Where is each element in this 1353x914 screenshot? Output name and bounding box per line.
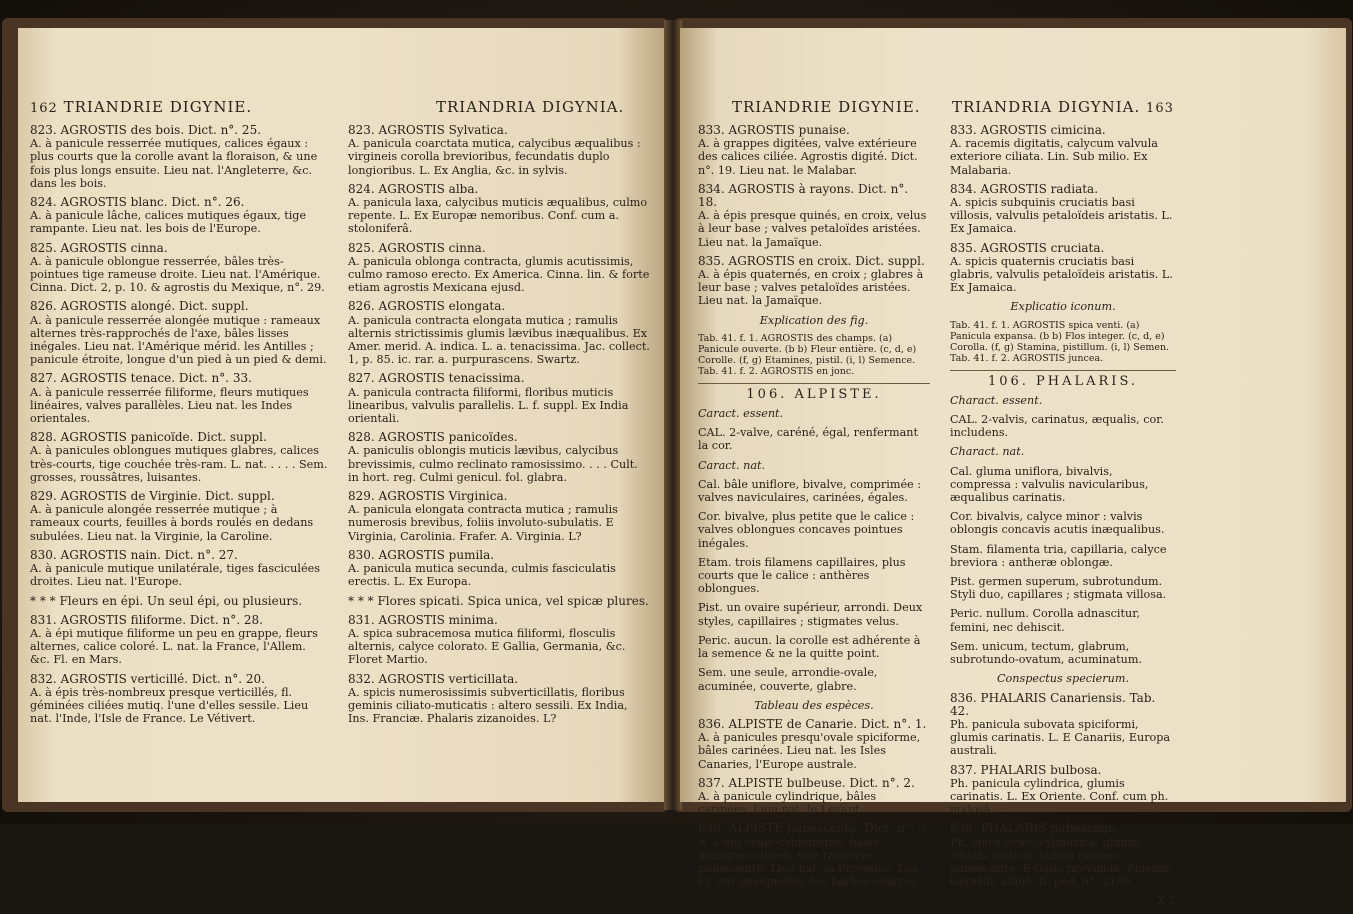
entry-title: * * * Fleurs en épi. Un seul épi, ou plusieurs. xyxy=(30,593,303,608)
charact-line: Pist. un ovaire supérieur, arrondi. Deux styles, capillaires ; stigmates velus. xyxy=(698,601,923,628)
explication-body: Tab. 41. f. 1. AGROSTIS des champs. (a) Panicule ouverte. (b b) Fleur entière. (c, d, e) Corolle. (f, g) Etamines, pistil. (i, l) Semence. Tab. 41. f. 2. AGROSTIS en jonc. xyxy=(698,332,917,377)
entry-body: Ph. panicula cylindrica, glumis carinatis. L. Ex Oriente. Conf. cum ph. nodosâ. xyxy=(950,776,1169,817)
charact-line: Pist. germen superum, subrotundum. Styli duo, capillares ; stigmata villosa. xyxy=(950,575,1167,602)
entry-title: * * * Flores spicati. Spica unica, vel spicæ plures. xyxy=(348,593,649,608)
divider-latin xyxy=(950,370,1176,371)
entry-title: 832. AGROSTIS verticillata. xyxy=(348,671,519,686)
charact-line: Stam. filamenta tria, capillaria, calyce breviora : antheræ oblongæ. xyxy=(950,542,1167,569)
entry-body: A. spicis numerosissimis subverticillatis, floribus geminis ciliato-muticatis : altero sessili. Ex India, Ins. Franciæ. Phalaris zizanoides. L? xyxy=(348,685,628,726)
entry-body: A. spica subracemosa mutica filiformi, flosculis alternis, calyce colorato. E Gallia, Germania, &c. Floret Martio. xyxy=(348,626,626,667)
entry-title: 836. ALPISTE de Canarie. Dict. n°. 1. xyxy=(698,716,927,731)
entry xyxy=(348,673,652,726)
entry xyxy=(348,490,652,543)
explication-title: Explication des fig. xyxy=(759,313,869,327)
entry xyxy=(698,822,930,888)
entry-title: 825. AGROSTIS cinna. xyxy=(30,240,168,255)
entry-body: A. panicula contracta filiformi, floribus muticis linearibus, valvulis parallelis. L. f. suppl. Ex India orientali. xyxy=(348,385,629,426)
entry-body: A. à panicules oblongues mutiques glabres, calices très-courts, tige couchée très-ram. L. nat. . . . . Sem. grosses, roussâtres, luisantes. xyxy=(30,444,328,484)
page-header-right xyxy=(952,98,1174,116)
entry-body: A. à épis quaternés, en croix ; glabres à leur base ; valves petaloïdes aristées. Lieu nat. la Jamaïque. xyxy=(698,268,924,308)
entry xyxy=(950,242,1176,295)
entry-body: A. à panicule alongée resserrée mutique ; à rameaux courts, feuilles à bords roulés en dedans subulées. Lieu nat. la Virginie, la Caroline. xyxy=(30,503,314,543)
entry-title: 835. AGROSTIS en croix. Dict. suppl. xyxy=(698,253,925,268)
entry-body: A. paniculis oblongis muticis lævibus, calycibus brevissimis, culmo reclinato ramosissimo. . . . Cult. in hort. reg. Culmi genicul. fol. glabra. xyxy=(348,444,638,484)
entry-title: 833. AGROSTIS cimicina. xyxy=(950,123,1106,137)
charact-line: Peric. nullum. Corolla adnascitur, femini, nec dehiscit. xyxy=(950,607,1140,634)
charact-line: Sem. unicum, tectum, glabrum, subrotundo-ovatum, acuminatum. xyxy=(950,639,1142,667)
entries-right-fr xyxy=(698,124,930,894)
entry-title: 831. AGROSTIS filiforme. Dict. n°. 28. xyxy=(30,612,263,627)
entry-title: 837. PHALARIS bulbosa. xyxy=(950,762,1102,777)
genus-title-latin: 106. PHALARIS. xyxy=(987,373,1139,389)
entry-body: A. panicula oblonga contracta, glumis acutissimis, culmo ramoso erecto. Ex America. Cinna. lin. & forte etiam agrostis Mexicana ejusd. xyxy=(348,254,650,295)
entry-title: 834. AGROSTIS à rayons. Dict. n°. 18. xyxy=(698,181,909,210)
entry xyxy=(30,196,328,236)
entry-title: 824. AGROSTIS alba. xyxy=(348,181,479,196)
header-title-right-latin: TRIANDRIA DIGYNIA. xyxy=(952,98,1141,116)
entry-body: A. panicula mutica secunda, culmis fasciculatis erectis. L. Ex Europa. xyxy=(348,562,616,589)
charact-essent-label: Caract. essent. xyxy=(698,407,784,421)
entry-body: Ph. spica ovato-cylindrica, glumis ciliatis muticis, culmo ramoso pubescente. E Gallo provincia. Phleum Gerardi. allion. fl. ped. n°. 2135. xyxy=(950,835,1170,889)
entry-body: A. spicis quaternis cruciatis basi glabris, valvulis petaloïdeis aristatis. L. Ex Jamaica. xyxy=(950,254,1173,295)
page-right-latin xyxy=(936,28,1346,908)
latin-nat-label: Charact. nat. xyxy=(950,445,1025,459)
divider xyxy=(698,383,930,384)
entry-body: A. à panicule resserrée alongée mutique : rameaux alternes très-rapprochés de l'axe, bâles lisses inégales. Lieu nat. l'Amérique mérid. les Antilles ; panicule étroite, longue d'un pied à un pied & demi. xyxy=(30,313,327,367)
entry-body: A. à panicule resserrée filiforme, fleurs mutiques linéaires, valves parallèles. Lieu nat. les Indes orientales. xyxy=(30,385,309,426)
entry xyxy=(950,124,1176,177)
entry-body: A. à épis très-nombreux presque verticillés, fl. géminées ciliées mutiq. l'une d'elles sessile. Lieu nat. l'Inde, l'Isle de France. Le Vétivert. xyxy=(30,685,309,726)
entry xyxy=(30,372,328,425)
entry xyxy=(348,124,652,177)
latin-essent: CAL. 2-valvis, carinatus, æqualis, cor. includens. xyxy=(950,413,1164,440)
charact-line: Peric. aucun. la corolle est adhérente à la semence & ne la quitte point. xyxy=(698,633,921,661)
entry xyxy=(30,549,328,589)
page-header-left xyxy=(30,98,252,116)
signature-mark: X 2 xyxy=(1157,894,1176,908)
entry-title: 823. AGROSTIS Sylvatica. xyxy=(348,123,508,137)
charact-essent: CAL. 2-valve, caréné, égal, renfermant la cor. xyxy=(698,426,918,453)
entry-title: 826. AGROSTIS elongata. xyxy=(348,299,506,314)
entry xyxy=(30,595,328,608)
entry-body: A. panicula contracta elongata mutica ; ramulis alternis strictissimis glumis lævibus inæqualibus. Ex Amer. merid. A. indica. L. a. tenacissima. Jac. collect. 1, p. 85. ic. rar. a. purpurascens. Swartz. xyxy=(348,313,650,367)
charact-line: Sem. une seule, arrondie-ovale, acuminée, couverte, glabre. xyxy=(698,666,878,693)
entry xyxy=(30,490,328,543)
entry-title: 826. AGROSTIS alongé. Dict. suppl. xyxy=(30,299,249,314)
entry-title: 831. AGROSTIS minima. xyxy=(348,612,498,627)
entry xyxy=(950,764,1176,817)
entry xyxy=(348,242,652,295)
entry xyxy=(30,242,328,295)
entry-title: 838. PHALARIS pubescens. xyxy=(950,821,1119,836)
entry xyxy=(30,431,328,484)
entry xyxy=(698,718,930,771)
entry xyxy=(348,300,652,366)
entry-title: 834. AGROSTIS radiata. xyxy=(950,181,1099,196)
entry-title: 830. AGROSTIS nain. Dict. n°. 27. xyxy=(30,547,238,562)
page-number-right: 163 xyxy=(1146,101,1174,116)
entry-body: A. à panicule cylindrique, bâles carinées. Lieu nat. le Levant. xyxy=(698,789,877,817)
entry-title: 828. AGROSTIS panicoïdes. xyxy=(348,430,518,445)
tableau-label: Tableau des espèces. xyxy=(754,698,874,712)
explicatio-title: Explicatio iconum. xyxy=(1010,300,1116,314)
entry xyxy=(950,183,1176,236)
charact-line: Cal. bâle uniflore, bivalve, comprimée : valves naviculaires, carinées, égales. xyxy=(698,477,922,505)
entry-title: 827. AGROSTIS tenace. Dict. n°. 33. xyxy=(30,371,252,386)
entry-body: A. à panicule mutique unilatérale, tiges fasciculées droites. Lieu nat. l'Europe. xyxy=(30,562,320,589)
entry xyxy=(698,183,930,249)
charact-line: Cor. bivalve, plus petite que le calice : valves oblongues concaves pointues inégales. xyxy=(698,510,915,550)
page-number-left: 162 xyxy=(30,101,58,116)
entry-body: A. à épi mutique filiforme un peu en grappe, fleurs alternes, calice coloré. L. nat. la France, l'Allem. &c. Fl. en Mars. xyxy=(30,626,318,667)
entry-title: 825. AGROSTIS cinna. xyxy=(348,240,486,255)
entry-body: A. panicula coarctata mutica, calycibus æqualibus : virgineis corolla brevioribus, fecundatis duplo longioribus. L. Ex Anglia, &c. in sylvis. xyxy=(348,137,641,177)
entry xyxy=(950,692,1176,758)
entry-title: 823. AGROSTIS des bois. Dict. n°. 25. xyxy=(30,123,262,137)
entry-title: 827. AGROSTIS tenacissima. xyxy=(348,371,525,386)
entry-body: A. à panicule oblongue resserrée, bâles très-pointues tige rameuse droite. Lieu nat. l'Amérique. Cinna. Dict. 2, p. 10. & agrostis du Mexique, n°. 29. xyxy=(30,254,325,295)
entry-body: A. à panicule resserrée mutiques, calices égaux : plus courts que la corolle avant la floraison, & une fois plus longs ensuite. Lieu nat. l'Angleterre, &c. dans les bois. xyxy=(30,137,318,190)
entry-title: 832. AGROSTIS verticillé. Dict. n°. 20. xyxy=(30,671,265,686)
entry-body: A. à grappes digitées, valve extérieure des calices ciliée. Agrostis digité. Dict. n°. 19. Lieu nat. le Malabar. xyxy=(698,137,918,177)
entry-title: 824. AGROSTIS blanc. Dict. n°. 26. xyxy=(30,195,245,210)
entry-body: A. panicula elongata contracta mutica ; ramulis numerosis brevibus, foliis involuto-subulatis. E Virginia, Carolinia. Frafer. A. Virginia. L? xyxy=(348,503,618,543)
genus-title: 106. ALPISTE. xyxy=(746,386,882,402)
page-left-latin xyxy=(336,28,666,802)
entry xyxy=(698,124,930,177)
entry-body: Ph. panicula subovata spiciformi, glumis carinatis. L. E Canariis, Europa australi. xyxy=(950,717,1171,758)
entry-title: 835. AGROSTIS cruciata. xyxy=(950,240,1105,255)
entries-left-la xyxy=(348,124,652,731)
page-left-french xyxy=(18,28,336,802)
entry-title: 828. AGROSTIS panicoïde. Dict. suppl. xyxy=(30,430,267,445)
entry-body: A. à épis presque quinés, en croix, velus à leur base ; valves petaloïdes aristées. Lieu nat. la Jamaïque. xyxy=(698,209,927,249)
header-title-right: TRIANDRIE DIGYNIE. xyxy=(732,98,921,116)
entry xyxy=(30,614,328,667)
explicatio-body: Tab. 41. f. 1. AGROSTIS spica venti. (a) Panicula expansa. (b b) Flos integer. (c, d, e) Corolla. (f, g) Stamina, pistillum. (i, l) Semen. Tab. 41. f. 2. AGROSTIS juncea. xyxy=(950,319,1170,364)
entry-body: A. à épi ovale-cylindrique, bâles mutiques ciliées, tige rameuse pubescente. Lieu nat. la Provence. Les Fl. ont quelquefois des barbes courtes. xyxy=(698,835,920,889)
entry-body: A. spicis subquinis cruciatis basi villosis, valvulis petaloïdeis aristatis. L. Ex Jamaica. xyxy=(950,196,1173,236)
entry-title: 838. ALPISTE pubescente. Dict. n°. 3. xyxy=(698,821,930,836)
entry-title: 833. AGROSTIS punaise. xyxy=(698,123,850,137)
entry xyxy=(348,595,652,608)
entry-body: A. à panicules presqu'ovale spiciforme, bâles carinées. Lieu nat. les Isles Canaries, l'Europe australe. xyxy=(698,731,921,771)
conspectus-label: Conspectus specierum. xyxy=(997,672,1129,686)
entries-right-la xyxy=(950,124,1176,914)
entry-body: A. panicula laxa, calycibus muticis æqualibus, culmo repente. L. Ex Europæ nemoribus. Conf. cum a. stoloniferâ. xyxy=(348,196,648,236)
entry-title: 830. AGROSTIS pumila. xyxy=(348,547,495,562)
entry xyxy=(348,372,652,425)
entry-body: A. à panicule lâche, calices mutiques égaux, tige rampante. Lieu nat. les bois de l'Europe. xyxy=(30,209,307,236)
entry-title: 829. AGROSTIS de Virginie. Dict. suppl. xyxy=(30,489,275,504)
entries-left-fr xyxy=(30,124,328,731)
entry xyxy=(30,673,328,726)
entry xyxy=(348,183,652,236)
entry xyxy=(348,614,652,667)
entry-title: 836. PHALARIS Canariensis. Tab. 42. xyxy=(950,690,1156,718)
charact-line: Cor. bivalvis, calyce minor : valvis oblongis concavis acutis inæqualibus. xyxy=(950,510,1165,537)
charact-nat-label: Caract. nat. xyxy=(698,458,766,472)
entry xyxy=(348,431,652,484)
entry xyxy=(348,549,652,589)
entry xyxy=(698,255,930,308)
entry xyxy=(30,124,328,190)
entry xyxy=(698,777,930,817)
page-right-french xyxy=(680,28,936,889)
entry xyxy=(950,822,1176,888)
latin-essent-label: Charact. essent. xyxy=(950,393,1043,407)
charact-line: Cal. gluma uniflora, bivalvis, compressa : valvulis navicularibus, æqualibus carinatis. xyxy=(950,464,1149,505)
entry xyxy=(30,300,328,366)
entry-title: 837. ALPISTE bulbeuse. Dict. n°. 2. xyxy=(698,775,915,790)
header-title-left: TRIANDRIE DIGYNIE. xyxy=(63,98,253,116)
entry-body: A. racemis digitatis, calycum valvula exteriore ciliata. Lin. Sub milio. Ex Malabaria. xyxy=(950,137,1158,177)
entry-title: 829. AGROSTIS Virginica. xyxy=(348,489,508,504)
charact-line: Etam. trois filamens capillaires, plus courts que le calice : anthères oblongues. xyxy=(698,555,906,596)
header-title-left-latin: TRIANDRIA DIGYNIA. xyxy=(436,98,625,116)
